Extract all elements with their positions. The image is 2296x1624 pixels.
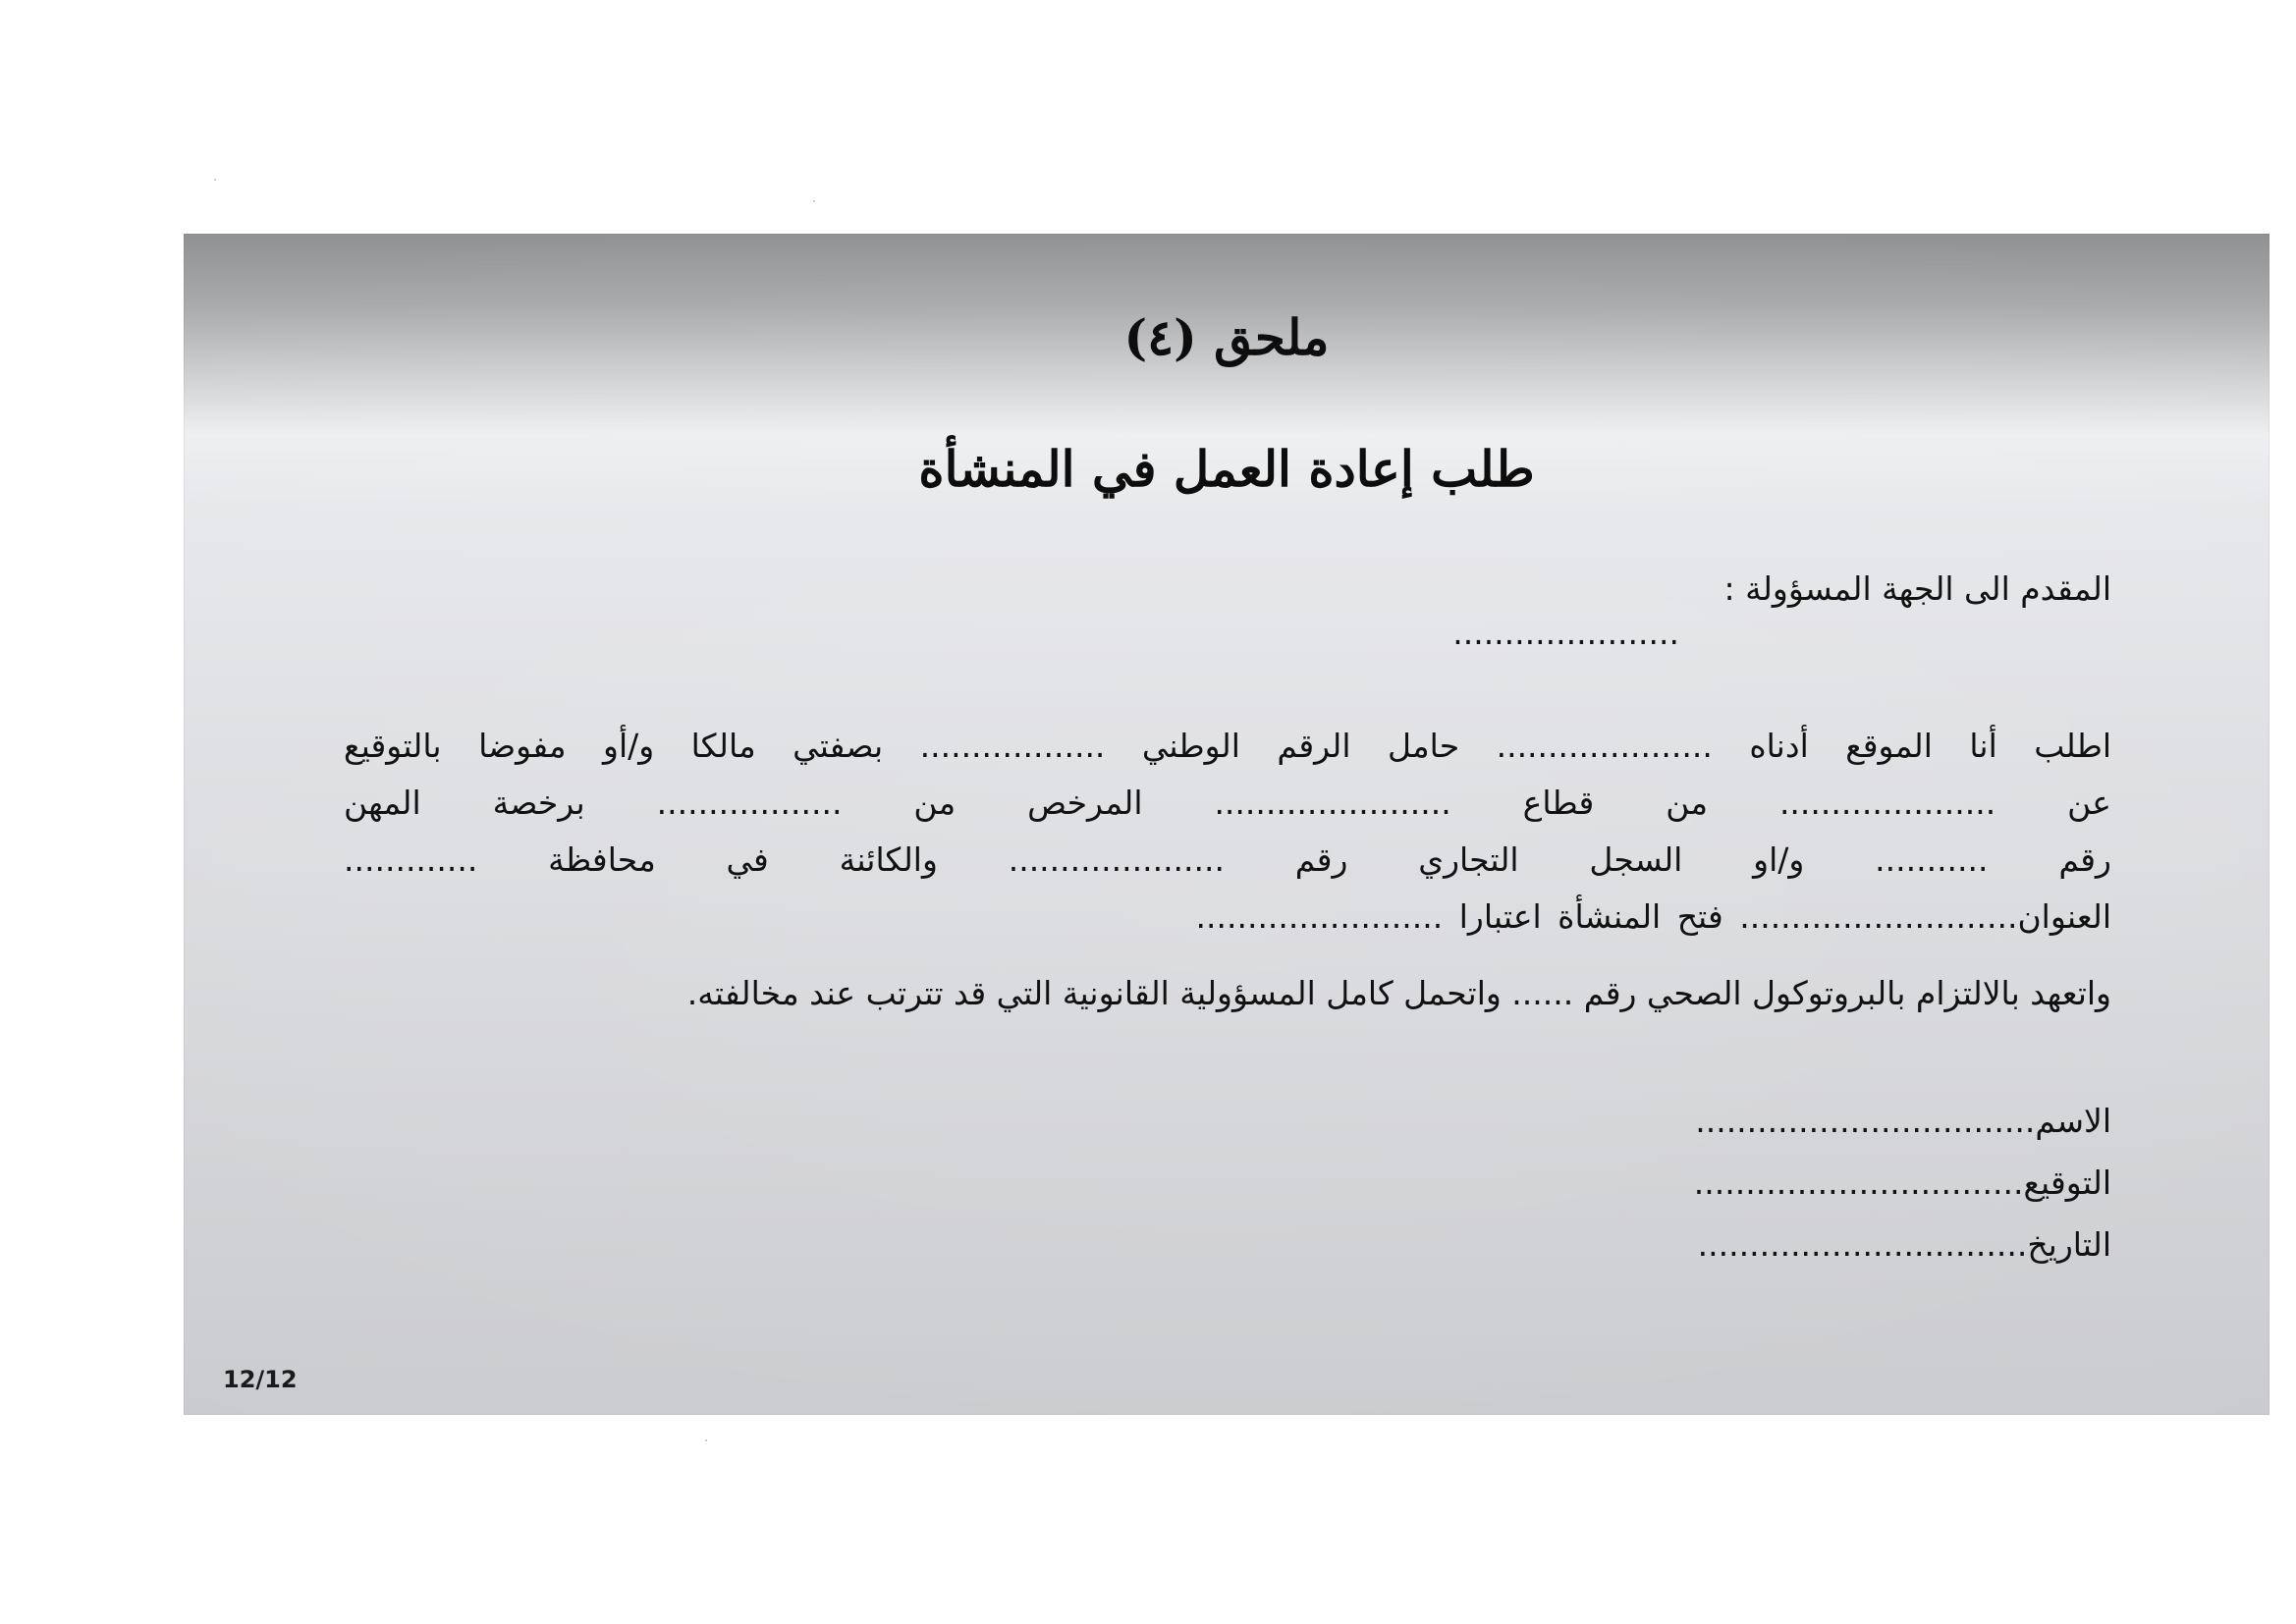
name-label: الاسم [2035,1102,2111,1140]
request-title: طلب إعادة العمل في المنشأة [918,440,1535,498]
signature-field [1694,1162,2111,1205]
body-line-3: رقم ........... و/او السجل التجاري رقم ..................... والكائنة في محافظة ............. [344,840,2111,879]
addressee-line [1724,568,2111,611]
date-dots: ................................ [1697,1225,2028,1264]
addressee-value: ...................... [1452,614,1679,652]
signature-label: التوقيع [2023,1164,2111,1202]
scan-speck [705,1439,707,1441]
body-line-1: اطلب أنا الموقع أدناه ..................... حامل الرقم الوطني .................. بصفتي مالكا و/أو مفوضا بالتوقيع [344,727,2111,765]
scan-speck [813,200,815,202]
name-dots: ................................. [1695,1102,2036,1140]
date-field [1698,1223,2111,1267]
body-line-4: العنوان........................... فتح المنشأة اعتبارا ........................ [1195,897,2111,936]
name-field [1695,1100,2111,1143]
pledge-line: واتعهد بالالتزام بالبروتوكول الصحي رقم ...... واتحمل كامل المسؤولية القانونية التي قد تترتب عند مخالفته. [686,974,2111,1012]
scan-speck [214,179,216,181]
body-line-2: عن ..................... من قطاع ....................... المرخص من .................. برخصة المهن [344,784,2111,822]
page-number: 12/12 [223,1366,298,1393]
date-label: التاريخ [2027,1225,2111,1264]
addressee-label: المقدم الى الجهة المسؤولة : [1723,569,2111,608]
form-panel [184,234,2269,1415]
addressee-dots [1129,612,2111,655]
signature-dots: ................................ [1693,1164,2024,1202]
annex-title: ملحق (٤) [1123,308,1330,366]
